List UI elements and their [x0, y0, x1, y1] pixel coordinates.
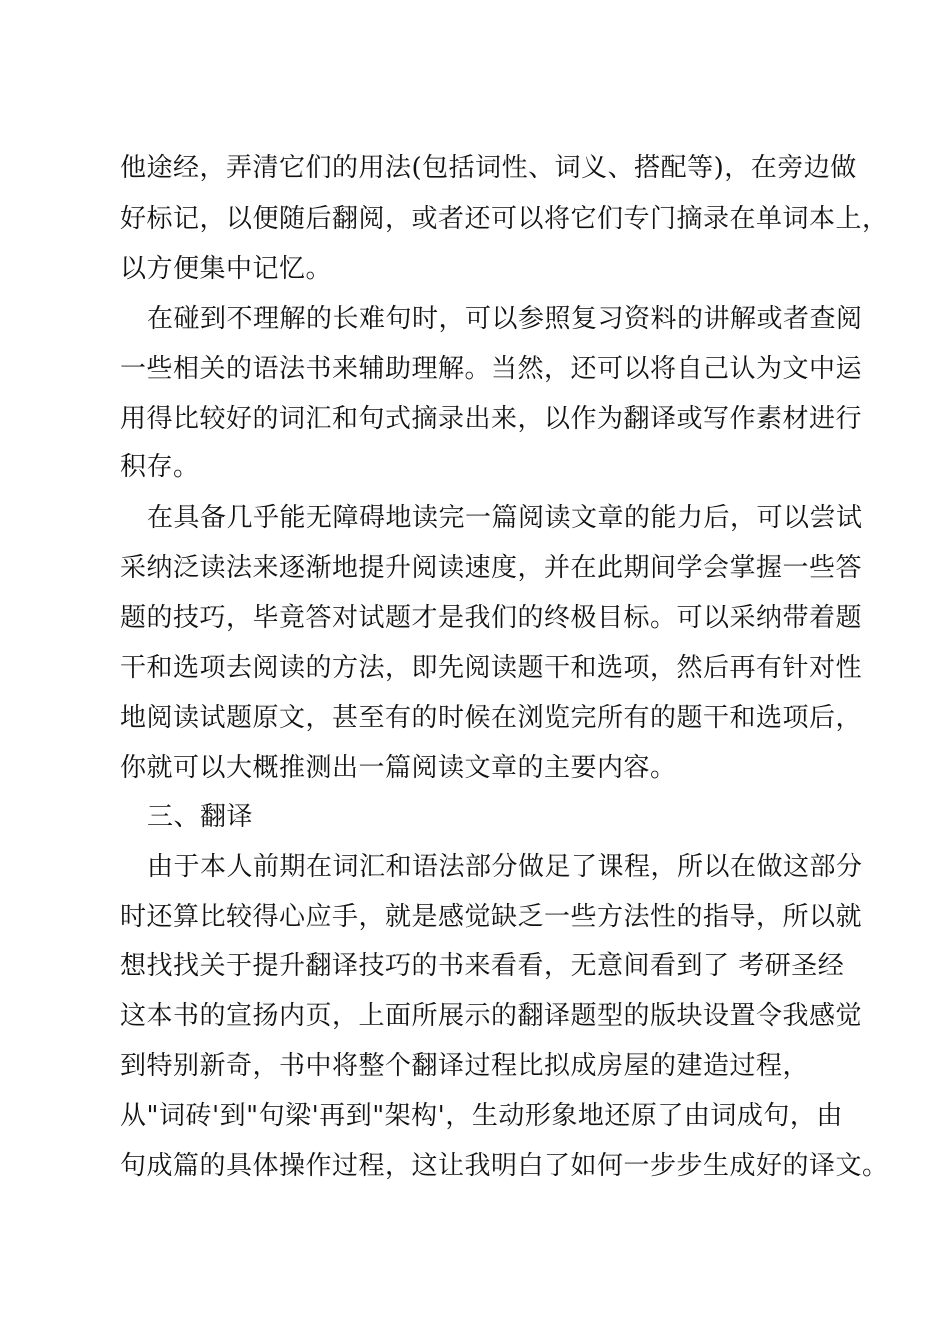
- paragraph-start-line: 由于本人前期在词汇和语法部分做足了课程，所以在做这部分: [147, 852, 863, 882]
- text-line: 他途经，弄清它们的用法(包括词性、词义、搭配等)，在旁边做: [120, 153, 857, 183]
- text-line: 一些相关的语法书来辅助理解。当然，还可以将自己认为文中运: [120, 354, 863, 384]
- section-heading: 三、翻译: [147, 802, 254, 832]
- text-line: 地阅读试题原文，甚至有的时候在浏览完所有的题干和选项后，: [120, 703, 863, 733]
- text-line: 采纳泛读法来逐渐地提升阅读速度，并在此期间学会掌握一些答: [120, 553, 863, 583]
- text-line: 积存。: [120, 452, 200, 482]
- text-line: 干和选项去阅读的方法，即先阅读题干和选项，然后再有针对性: [120, 653, 863, 683]
- paragraph-start-line: 在碰到不理解的长难句时，可以参照复习资料的讲解或者查阅: [147, 304, 863, 334]
- text-line: 这本书的宣扬内页，上面所展示的翻译题型的版块设置令我感觉: [120, 1001, 863, 1031]
- paragraph-start-line: 在具备几乎能无障碍地读完一篇阅读文章的能力后，可以尝试: [147, 503, 863, 533]
- text-line: 时还算比较得心应手，就是感觉缺乏一些方法性的指导，所以就: [120, 902, 863, 932]
- text-line: 用得比较好的词汇和句式摘录出来，以作为翻译或写作素材进行: [120, 404, 863, 434]
- text-line: 想找找关于提升翻译技巧的书来看看，无意间看到了 考研圣经: [120, 951, 845, 981]
- text-line: 好标记，以便随后翻阅，或者还可以将它们专门摘录在单词本上，: [120, 204, 889, 234]
- text-line: 到特别新奇，书中将整个翻译过程比拟成房屋的建造过程，: [120, 1051, 810, 1081]
- text-line: 以方便集中记忆。: [120, 254, 333, 284]
- text-line: 句成篇的具体操作过程，这让我明白了如何一步步生成好的译文。: [120, 1151, 889, 1181]
- text-line: 题的技巧，毕竟答对试题才是我们的终极目标。可以采纳带着题: [120, 603, 863, 633]
- text-line: 你就可以大概推测出一篇阅读文章的主要内容。: [120, 753, 677, 783]
- text-line: 从"词砖'到"句梁'再到"架构'，生动形象地还原了由词成句，由: [120, 1101, 843, 1131]
